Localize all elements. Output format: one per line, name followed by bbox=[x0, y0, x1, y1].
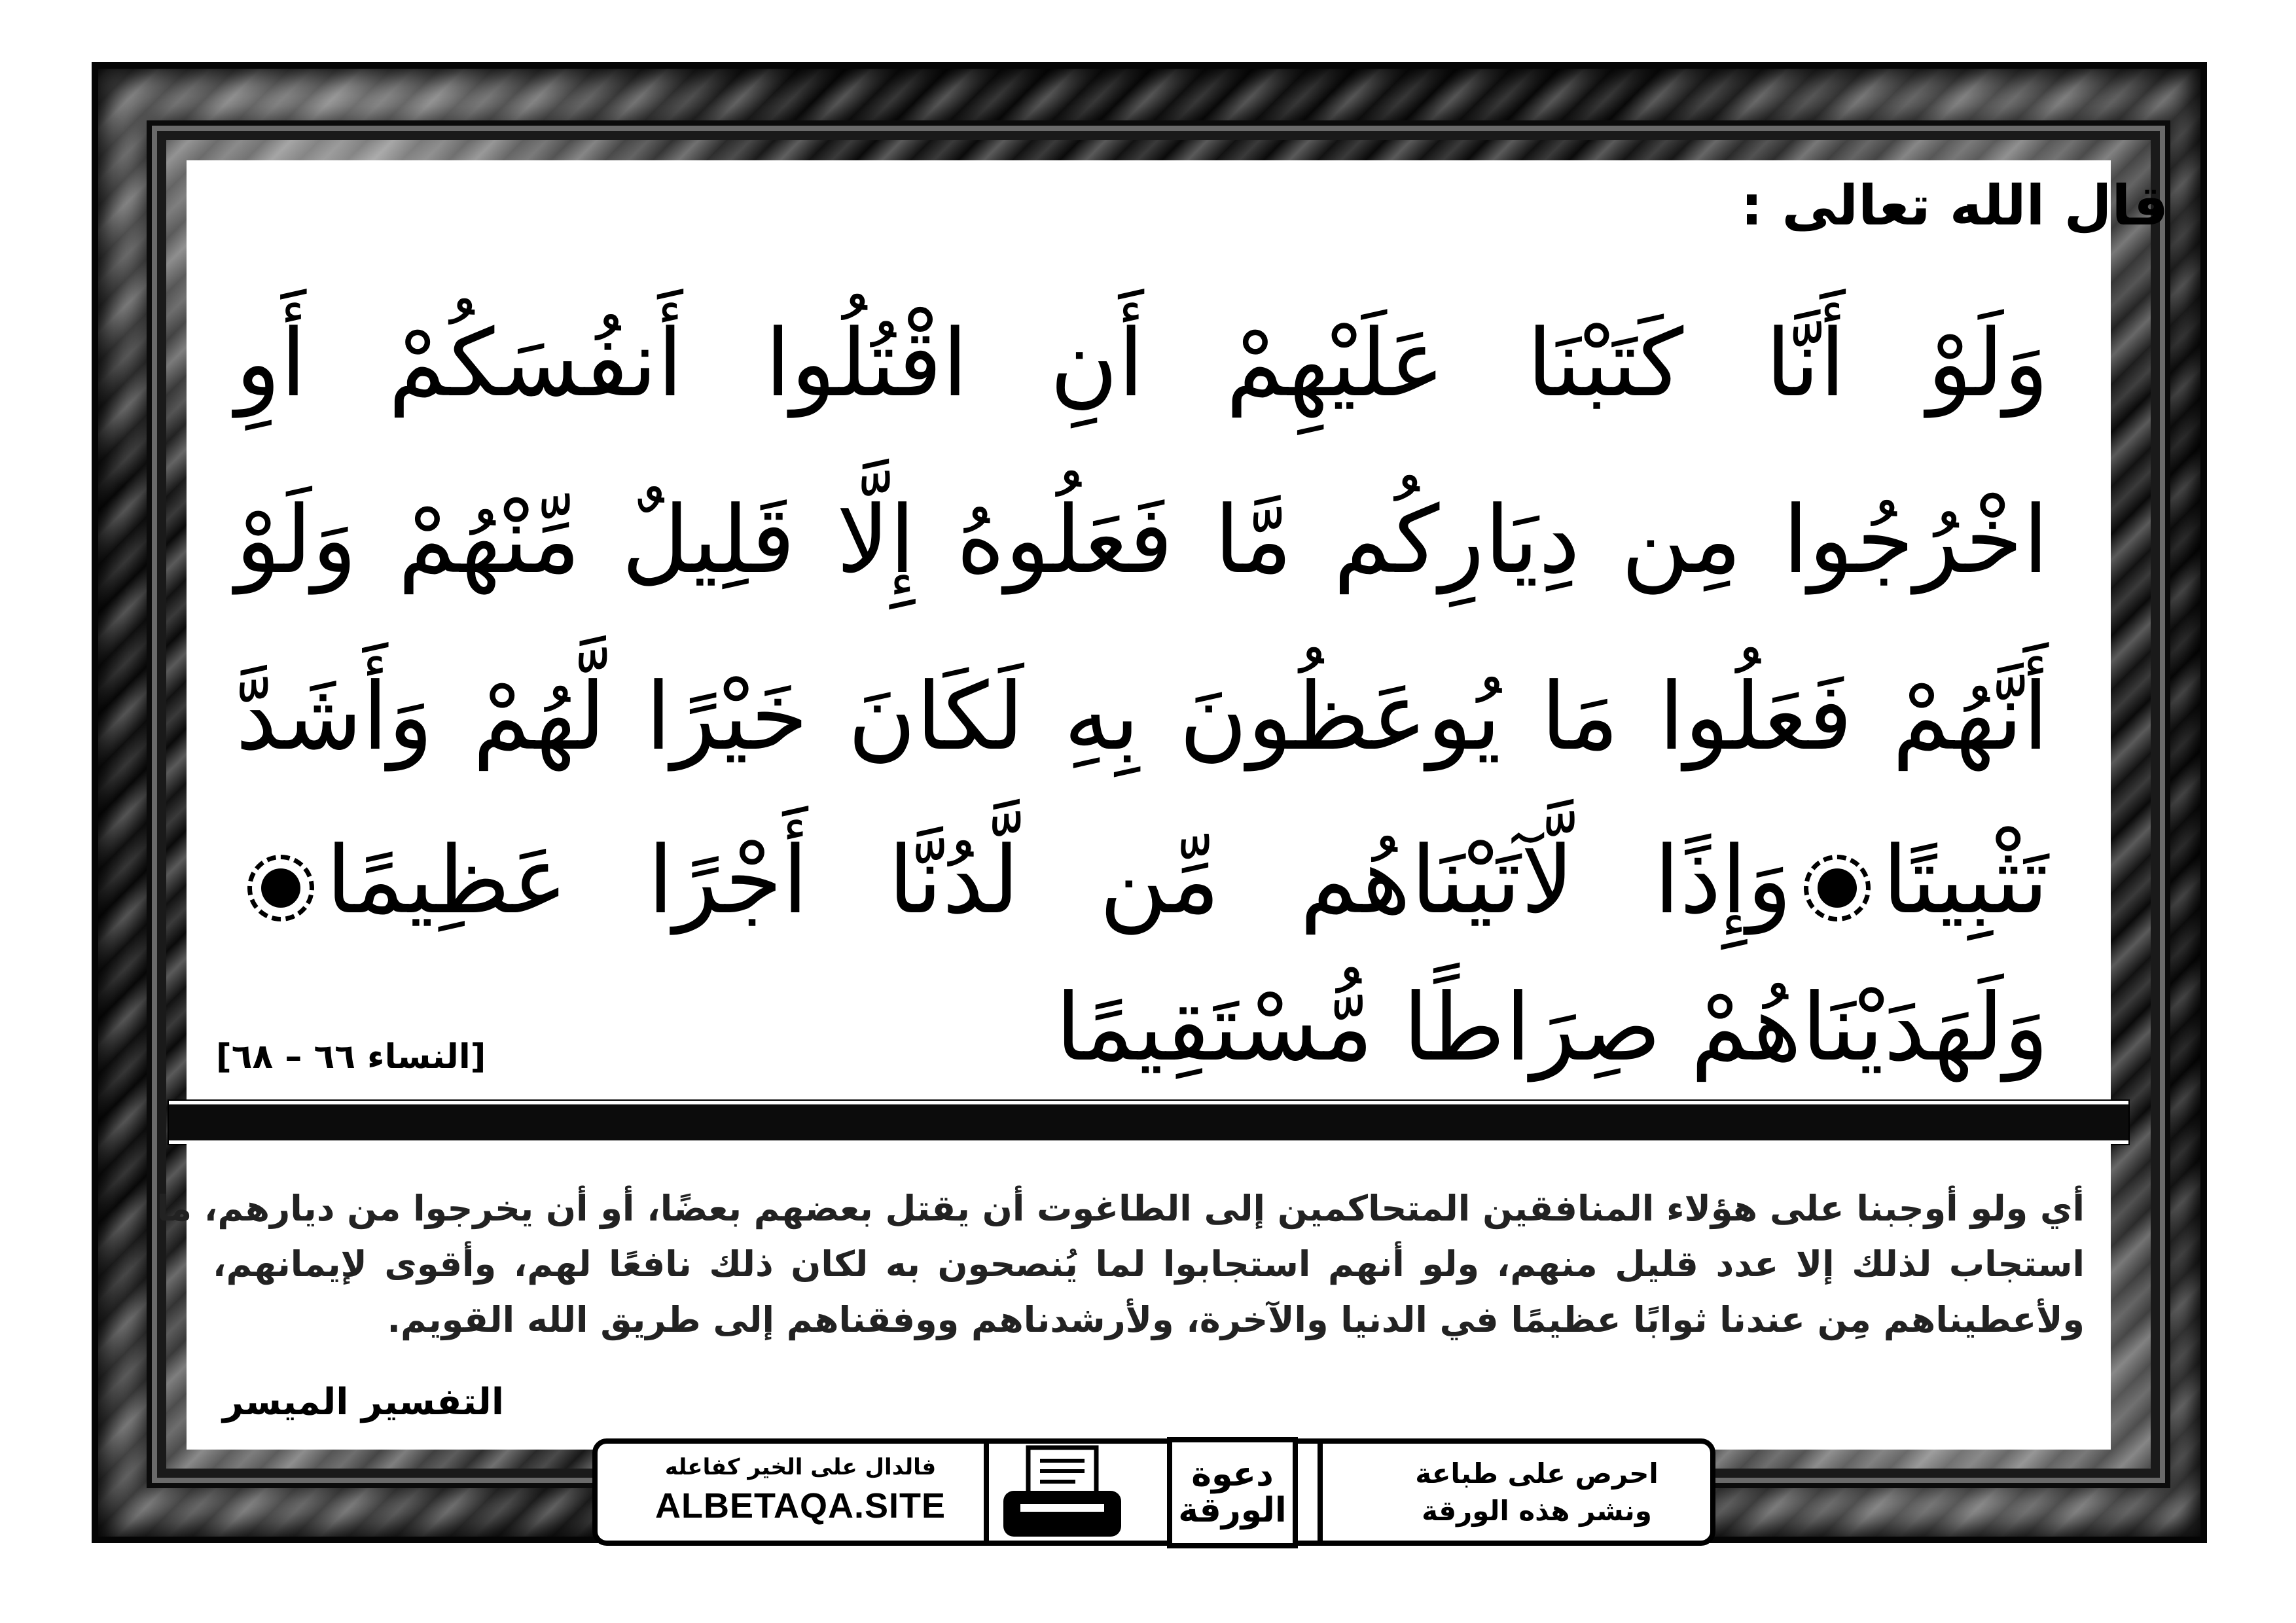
tafsir-line-1: أي ولو أوجبنا على هؤلاء المنافقين المتحاكمين إلى الطاغوت أن يقتل بعضهم بعضًا، أو أن يخرجوا من ديارهم، ما bbox=[156, 1188, 2085, 1229]
footer-divider bbox=[1318, 1444, 1323, 1541]
tafsir-line-2: استجاب لذلك إلا عدد قليل منهم، ولو أنهم استجابوا لما يُنصحون به لكان ذلك نافعًا لهم، وأقوى لإيمانهم، bbox=[213, 1243, 2085, 1285]
surah-reference: [النساء ٦٦ – ٦٨] bbox=[216, 1037, 486, 1077]
verse-line-5: وَلَهَدَيْنَاهُمْ صِرَاطًا مُّسْتَقِيمًا bbox=[1055, 974, 2049, 1082]
ayah-end-icon bbox=[247, 855, 314, 921]
tafsir-source: التفسير الميسر bbox=[223, 1381, 505, 1423]
print-encouragement bbox=[1383, 1455, 1691, 1529]
footer-divider bbox=[984, 1444, 989, 1541]
verse-line-4 bbox=[236, 827, 2049, 935]
logo-line-2: الورقة bbox=[1178, 1491, 1287, 1530]
verse-line-2: اخْرُجُوا مِن دِيَارِكُم مَّا فَعَلُوهُ إِلَّا قَلِيلٌ مِّنْهُمْ وَلَوْ bbox=[236, 486, 2049, 594]
slogan-text: فالدال على الخير كفاعله bbox=[664, 1454, 937, 1480]
printer-icon bbox=[997, 1444, 1128, 1542]
print-encouragement-line-1: احرص على طباعة bbox=[1415, 1457, 1659, 1489]
verse-panel bbox=[187, 160, 2111, 1103]
intro-heading: قال الله تعالى : bbox=[1740, 173, 2168, 238]
tafsir-line-3: ولأعطيناهم مِن عندنا ثوابًا عظيمًا في الدنيا والآخرة، ولأرشدناهم ووفقناهم إلى طريق الله القويم. bbox=[387, 1299, 2085, 1340]
site-url[interactable]: ALBETAQA.SITE bbox=[655, 1486, 946, 1525]
footer-bar bbox=[592, 1438, 1715, 1546]
logo-line-1: دعوة bbox=[1191, 1455, 1274, 1495]
verse-line-3: أَنَّهُمْ فَعَلُوا مَا يُوعَظُونَ بِهِ لَكَانَ خَيْرًا لَّهُمْ وَأَشَدَّ bbox=[236, 663, 2049, 771]
verse-line-4-part-1: تَثْبِيتًا bbox=[1882, 827, 2049, 935]
verse-line-1: وَلَوْ أَنَّا كَتَبْنَا عَلَيْهِمْ أَنِ اقْتُلُوا أَنفُسَكُمْ أَوِ bbox=[236, 310, 2049, 418]
print-encouragement-line-2: ونشر هذه الورقة bbox=[1422, 1494, 1652, 1527]
site-block bbox=[637, 1454, 964, 1526]
dawat-alwaraqa-logo bbox=[1167, 1437, 1298, 1548]
verse-line-4-part-2: وَإِذًا لَّآتَيْنَاهُم مِّن لَّدُنَّا أَجْرًا عَظِيمًا bbox=[326, 827, 1792, 935]
divider-band bbox=[169, 1101, 2128, 1144]
ayah-end-icon bbox=[1804, 855, 1871, 921]
